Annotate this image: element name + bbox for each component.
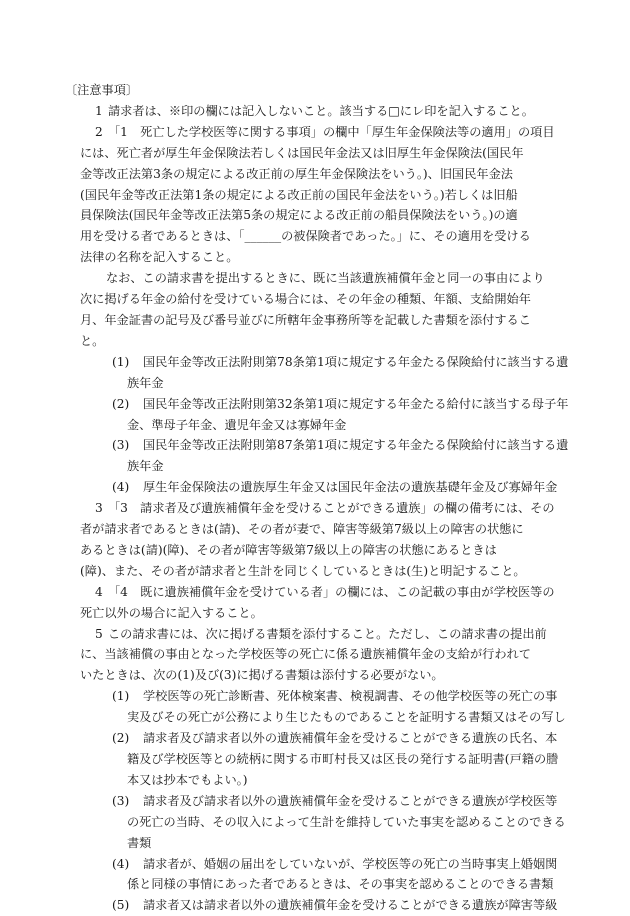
note-text <box>80 498 560 582</box>
note-line: 請求者は、※印の欄には記入しないこと。該当する□にレ印を記入すること。 <box>108 103 534 118</box>
sub-item <box>0 686 630 728</box>
note-item <box>0 122 630 268</box>
note-text <box>80 624 560 687</box>
note-item <box>0 101 630 122</box>
note-line: あるときは(請)(障)、その者が障害等級第7級以上の障害の状態にあるときは <box>80 542 497 557</box>
sub-number: (1) <box>112 354 130 369</box>
note-line: いたときは、次の(1)及び(3)に掲げる書類は添付する必要がない。 <box>80 668 444 683</box>
note-line: と。 <box>80 333 105 348</box>
notes-heading: 〔注意事項〕 <box>65 83 139 97</box>
note-line: 金等改正法第3条の規定による改正前の厚生年金保険法をいう。)、旧国民年金法 <box>80 166 513 181</box>
sub-line: 請求者及び請求者以外の遺族補償年金を受けることができる遺族の氏名、本 <box>143 731 558 746</box>
sub-item <box>0 728 630 791</box>
sub-item <box>0 791 630 854</box>
note-number: 1 <box>95 103 103 118</box>
sub-line: 本又は抄本でもよい。) <box>127 772 248 787</box>
note-line: に、当該補償の事由となった学校医等の死亡に係る遺族補償年金の支給が行われて <box>80 647 531 662</box>
note-line: 「3 請求者及び遺族補償年金を受けることができる遺族」の欄の備考には、その <box>108 501 555 516</box>
note-line: (国民年金等改正法第1条の規定による改正前の国民年金法をいう。)若しくは旧船 <box>80 187 518 202</box>
sub-text <box>127 394 569 436</box>
note-line: 法律の名称を記入すること。 <box>80 250 239 265</box>
note-text <box>80 582 560 624</box>
note-line: 用を受ける者であるときは、「______の被保険者であった。」に、その適用を受ける <box>80 229 531 244</box>
sub-number: (2) <box>112 731 130 746</box>
sub-line: 国民年金等改正法附則第78条第1項に規定する年金たる保険給付に該当する遺 <box>143 354 569 369</box>
sub-number: (3) <box>112 793 130 808</box>
sub-text <box>127 352 569 394</box>
note-line: (障)、また、その者が請求者と生計を同じくしているときは(生)と明記すること。 <box>80 563 526 578</box>
sub-line: 実及びその死亡が公務により生じたものであることを証明する書類又はその写し <box>127 710 566 725</box>
sub-item <box>0 854 630 896</box>
sub-line: 書類 <box>127 835 152 850</box>
note-line: 死亡以外の場合に記入すること。 <box>80 605 263 620</box>
note-line: 月、年金証書の記号及び番号並びに所轄年金事務所等を記載した書類を添付するこ <box>80 312 531 327</box>
sub-line: 学校医等の死亡診断書、死体検案書、検視調書、その他学校医等の死亡の事 <box>143 689 558 704</box>
note-item <box>0 582 630 624</box>
sub-number: (1) <box>112 689 130 704</box>
sub-line: 族年金 <box>127 375 164 390</box>
sub-text <box>127 791 566 854</box>
sub-line: 金、準母子年金、遺児年金又は寡婦年金 <box>127 417 347 432</box>
note-item <box>0 498 630 582</box>
note-number: 4 <box>95 584 103 599</box>
sub-item <box>0 895 630 916</box>
note-text <box>108 101 560 122</box>
sub-text <box>127 686 566 728</box>
sub-number: (3) <box>112 438 130 453</box>
note-paragraph <box>0 268 630 352</box>
sub-item <box>0 394 630 436</box>
sub-number: (5) <box>112 898 130 913</box>
sub-line: 係と同様の事情にあった者であるときは、その事実を認めることのできる書類 <box>127 877 554 892</box>
sub-text <box>127 728 560 791</box>
note-line: には、死亡者が厚生年金保険法若しくは国民年金法又は旧厚生年金保険法(国民年 <box>80 145 524 160</box>
note-line: 次に掲げる年金の給付を受けている場合には、その年金の種類、年額、支給開始年 <box>80 292 531 307</box>
note-number: 5 <box>95 626 103 641</box>
sub-line: 国民年金等改正法附則第87条第1項に規定する年金たる保険給付に該当する遺 <box>143 438 569 453</box>
sub-line: 厚生年金保険法の遺族厚生年金又は国民年金法の遺族基礎年金及び寡婦年金 <box>143 480 558 495</box>
sub-line: 族年金 <box>127 459 164 474</box>
sub-number: (2) <box>112 396 130 411</box>
note-line: なお、この請求書を提出するときに、既に当該遺族補償年金と同一の事由により <box>106 271 545 286</box>
note-line: この請求書には、次に掲げる書類を添付すること。ただし、この請求書の提出前 <box>108 626 547 641</box>
sub-item <box>0 477 630 498</box>
note-text <box>80 122 560 268</box>
sub-line: 請求者及び請求者以外の遺族補償年金を受けることができる遺族が学校医等 <box>143 793 558 808</box>
sub-item <box>0 435 630 477</box>
note-line: 員保険法(国民年金等改正法第5条の規定による改正前の船員保険法をいう。)の適 <box>80 208 518 223</box>
sub-text <box>127 854 560 896</box>
note-line: 「4 既に遺族補償年金を受けている者」の欄には、この記載の事由が学校医等の <box>108 584 555 599</box>
note-number: 2 <box>95 124 103 139</box>
sub-number: (4) <box>112 856 130 871</box>
note-line: 「1 死亡した学校医等に関する事項」の欄中「厚生年金保険法等の適用」の項目 <box>108 124 555 139</box>
sub-line: 請求者又は請求者以外の遺族補償年金を受けることができる遺族が障害等級 <box>143 898 558 913</box>
note-number: 3 <box>95 501 103 516</box>
sub-line: 請求者が、婚姻の届出をしていないが、学校医等の死亡の当時事実上婚姻関 <box>143 856 558 871</box>
sub-item <box>0 352 630 394</box>
sub-number: (4) <box>112 480 130 495</box>
sub-text <box>143 477 560 498</box>
sub-line: 籍及び学校医等との続柄に関する市町村長又は区長の発行する証明書(戸籍の謄 <box>127 752 559 766</box>
note-line: 者が請求者であるときは(請)、その者が妻で、障害等級第7級以上の障害の状態に <box>80 522 524 537</box>
sub-text <box>143 895 560 916</box>
sub-line: 国民年金等改正法附則第32条第1項に規定する年金たる給付に該当する母子年 <box>143 396 569 411</box>
sub-text <box>127 435 569 477</box>
notes-list <box>0 101 630 916</box>
sub-line: の死亡の当時、その収入によって生計を維持していた事実を認めることのできる <box>127 814 566 829</box>
note-item <box>0 624 630 687</box>
